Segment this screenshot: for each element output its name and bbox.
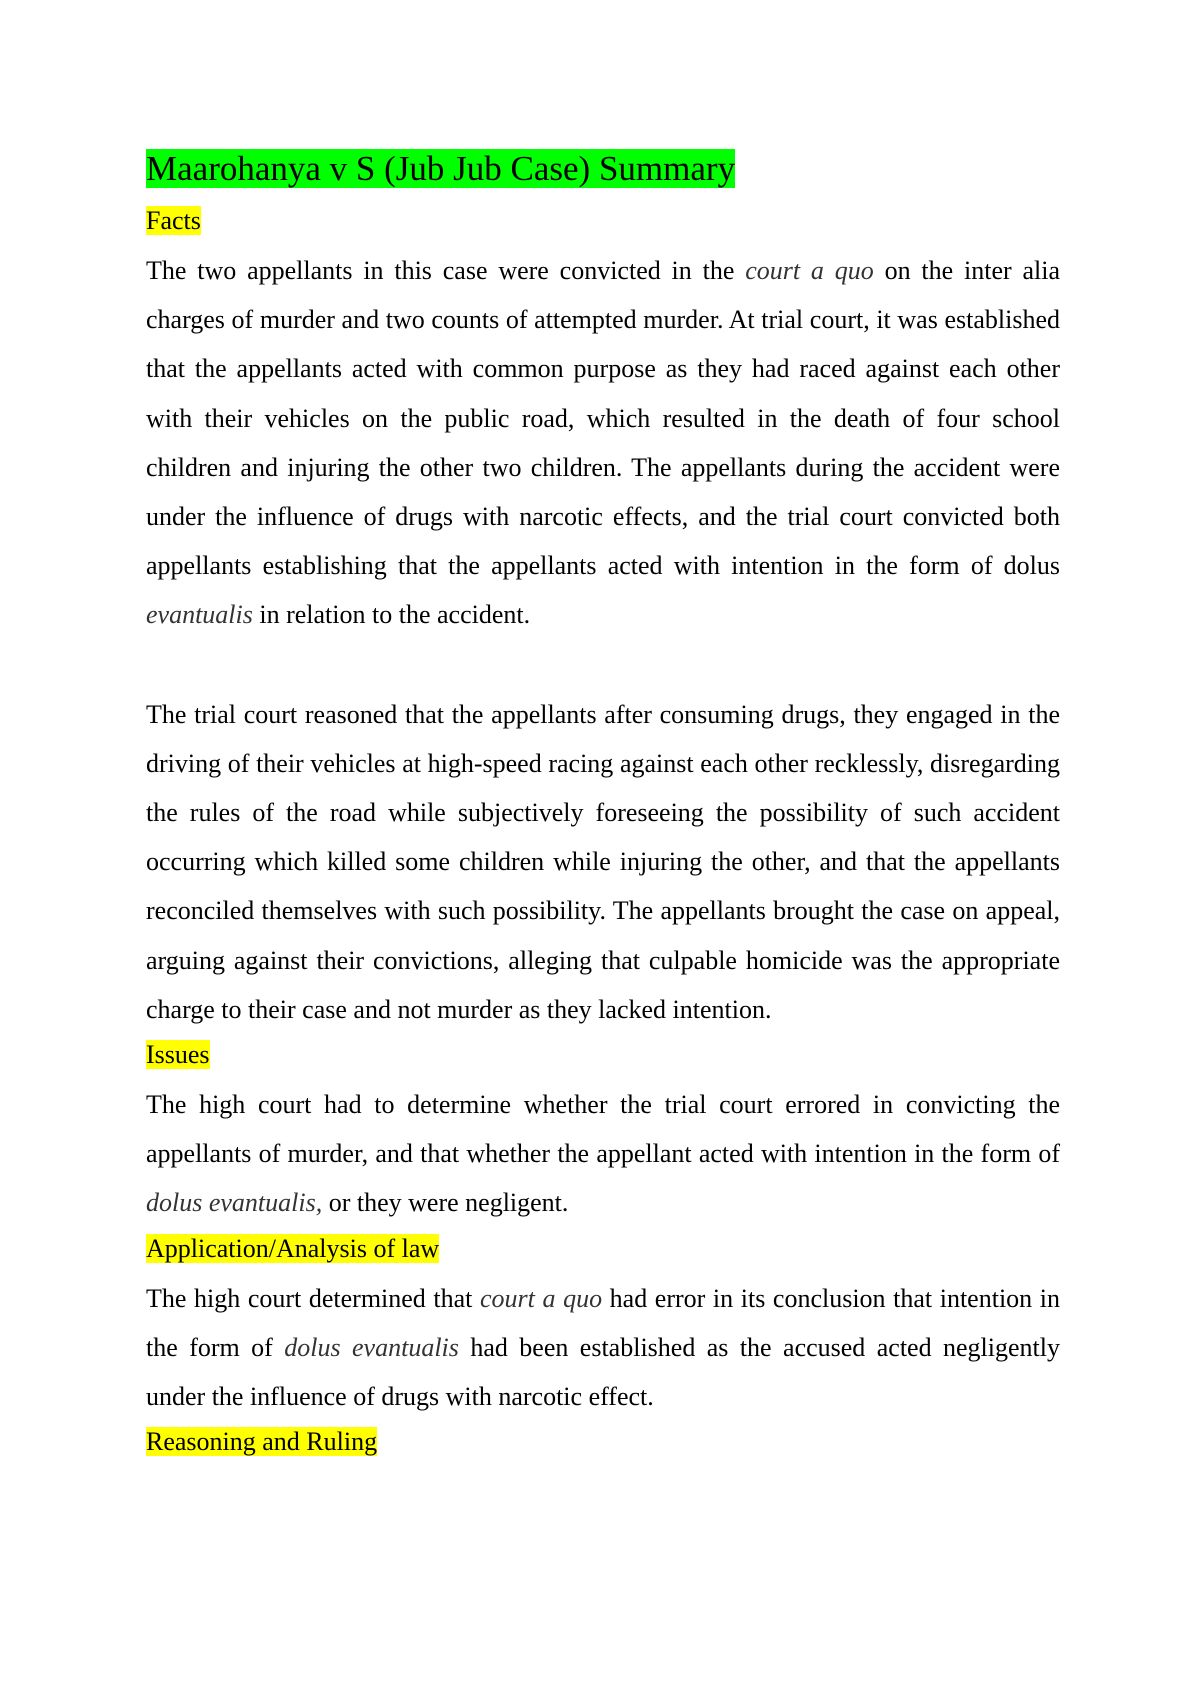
- paragraph-spacer: [146, 640, 1060, 690]
- reasoning-heading-text: Reasoning and Ruling: [146, 1427, 378, 1457]
- italic-term: dolus evantualis: [284, 1332, 459, 1362]
- italic-term: court a quo: [480, 1283, 603, 1313]
- text-run: had error in its conclusion that intention in the form of: [146, 1283, 1060, 1362]
- issues-heading-text: Issues: [146, 1040, 210, 1070]
- title-text: Maarohanya v S (Jub Jub Case) Summary: [146, 149, 736, 188]
- facts-paragraph-2: The trial court reasoned that the appellants after consuming drugs, they engaged in the driving of their vehicles at high-speed racing against each other recklessly, disregarding the rules of the road while subjectively foreseeing the possibility of such accident occurring which killed some children while injuring the other, and that the appellants reconciled themselves with such possibility. The appellants brought the case on appeal, arguing against their convictions, alleging that culpable homicide was the appropriate charge to their case and not murder as they lacked intention.: [146, 699, 1060, 1024]
- italic-term: dolus evantualis,: [146, 1188, 323, 1218]
- section-heading-reasoning: [146, 1427, 1060, 1457]
- application-paragraph: [146, 1274, 1060, 1422]
- section-heading-facts: [146, 206, 1060, 236]
- issues-paragraph: [146, 1080, 1060, 1228]
- facts-heading-text: Facts: [146, 206, 201, 235]
- text-run: The high court had to determine whether the trial court errored in convicting the appellants of murder, and that whether the appellant acted with intention in the form of: [146, 1090, 1060, 1169]
- text-run: on the inter alia charges of murder and two counts of attempted murder. At trial court, it was established that the appellants acted with common purpose as they had raced against each other with their vehicles on the public road, which resulted in the death of four school children and injuring the other two children. The appellants during the accident were under the influence of drugs with narcotic effects, and the trial court convicted both appellants establishing that the appellants acted with intention in the form of dolus: [146, 256, 1060, 581]
- document-title: [146, 148, 1060, 190]
- section-heading-issues: [146, 1040, 1060, 1070]
- document-body: [146, 148, 1060, 1467]
- text-run: The high court determined that: [146, 1283, 480, 1313]
- italic-term: evantualis: [146, 600, 253, 630]
- text-run: or they were negligent.: [322, 1188, 569, 1218]
- text-run: had been established as the accused acted negligently under the influence of drugs with narcotic effect.: [146, 1332, 1060, 1412]
- application-heading-text: Application/Analysis of law: [146, 1233, 440, 1263]
- text-run: The two appellants in this case were convicted in the: [146, 256, 746, 285]
- section-heading-application: [146, 1234, 1060, 1264]
- italic-term: court a quo: [745, 256, 874, 285]
- text-run: in relation to the accident.: [252, 600, 531, 630]
- facts-paragraph-1: [146, 246, 1060, 640]
